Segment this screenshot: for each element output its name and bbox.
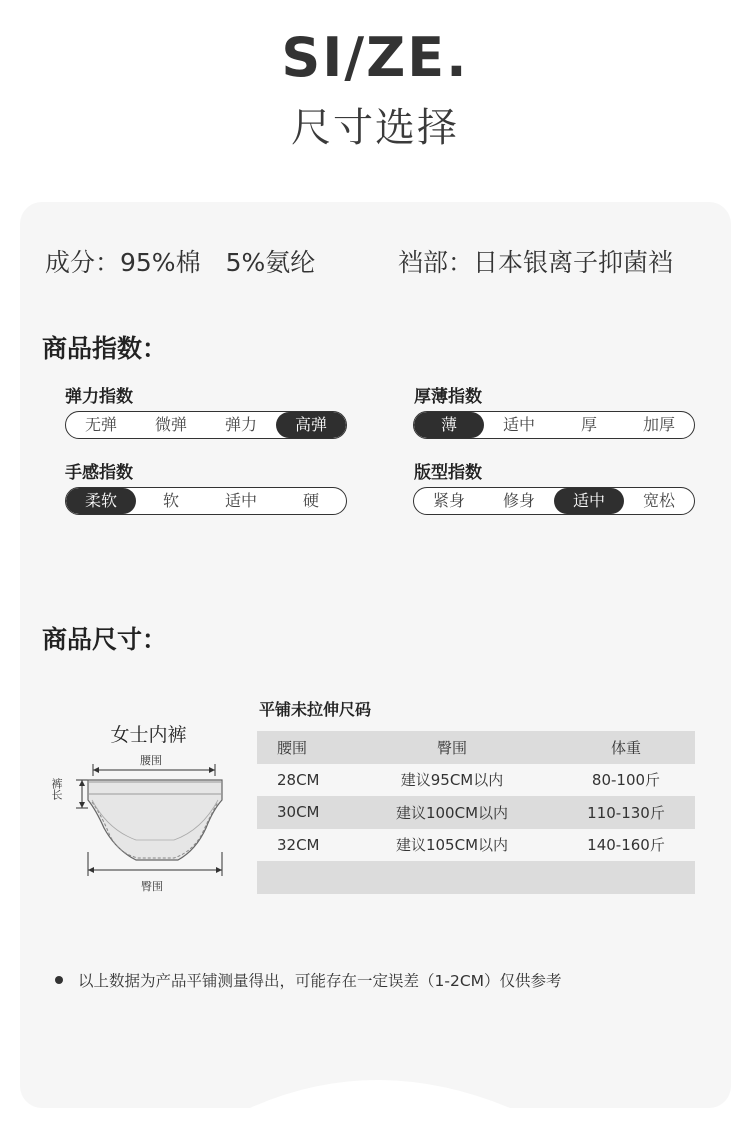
- header-hip: 臀围: [436, 738, 467, 757]
- feel-scale: [65, 487, 347, 515]
- feel-option-selected: 柔软: [66, 488, 136, 514]
- cell-hip: 建议105CM以内: [395, 836, 509, 855]
- feel-option: 硬: [302, 491, 319, 510]
- fit-option-selected: 适中: [554, 488, 624, 514]
- table-row: [257, 764, 695, 797]
- cell-weight: 110-130斤: [587, 803, 665, 822]
- thickness-option: 加厚: [642, 415, 675, 434]
- cell-waist: 30CM: [277, 803, 320, 822]
- cell-hip: 建议95CM以内: [400, 771, 504, 790]
- diagram-title: 女士内裤: [110, 724, 187, 746]
- table-row: [257, 829, 695, 862]
- fit-option: 宽松: [642, 491, 675, 510]
- index-heading: 商品指数：: [42, 334, 168, 363]
- length-label: 裤长: [50, 778, 63, 800]
- material-spec: 成分：95%棉 5%氨纶: [45, 248, 316, 277]
- thickness-option: 适中: [502, 415, 535, 434]
- size-section-heading: 商品尺寸：: [42, 625, 168, 654]
- underwear-outline-icon: [68, 720, 248, 900]
- size-heading: SI/ZE.: [281, 26, 469, 89]
- bullet-icon: [55, 976, 63, 984]
- cell-waist: 28CM: [277, 770, 320, 789]
- fit-label: 版型指数: [414, 463, 482, 483]
- table-row: [257, 796, 695, 829]
- cell-hip: 建议100CM以内: [395, 803, 509, 822]
- table-header: [257, 731, 695, 764]
- thickness-label: 厚薄指数: [414, 387, 482, 407]
- feel-option: 软: [162, 491, 179, 510]
- fit-option: 修身: [502, 491, 535, 510]
- crotch-spec: 裆部：日本银离子抑菌裆: [398, 248, 674, 277]
- elasticity-label: 弹力指数: [65, 387, 133, 407]
- table-caption: 平铺未拉伸尺码: [259, 700, 372, 719]
- thickness-option-selected: 薄: [414, 412, 484, 438]
- waist-label: 腰围: [140, 754, 162, 767]
- thickness-option: 厚: [580, 415, 597, 434]
- hip-label: 臀围: [141, 880, 163, 893]
- note-text: 以上数据为产品平铺测量得出，可能存在一定误差（1-2CM）仅供参考: [78, 972, 562, 990]
- size-table: [257, 731, 695, 894]
- fit-option: 紧身: [432, 491, 465, 510]
- cell-weight: 140-160斤: [587, 836, 665, 855]
- feel-label: 手感指数: [65, 463, 133, 483]
- header-waist: 腰围: [277, 738, 308, 757]
- cell-waist: 32CM: [277, 835, 320, 854]
- table-empty-row: [257, 861, 695, 894]
- elasticity-option-selected: 高弹: [276, 412, 346, 438]
- underwear-diagram: [50, 720, 248, 900]
- thickness-scale: [413, 411, 695, 439]
- feel-option: 适中: [224, 491, 257, 510]
- elasticity-option: 微弹: [154, 415, 187, 434]
- size-subheading: 尺寸选择: [291, 105, 459, 151]
- cell-weight: 80-100斤: [591, 771, 661, 790]
- fit-scale: [413, 487, 695, 515]
- elasticity-option: 无弹: [84, 415, 117, 434]
- elasticity-scale: [65, 411, 347, 439]
- header-weight: 体重: [610, 738, 641, 757]
- measurement-note: [55, 969, 562, 991]
- elasticity-option: 弹力: [224, 415, 257, 434]
